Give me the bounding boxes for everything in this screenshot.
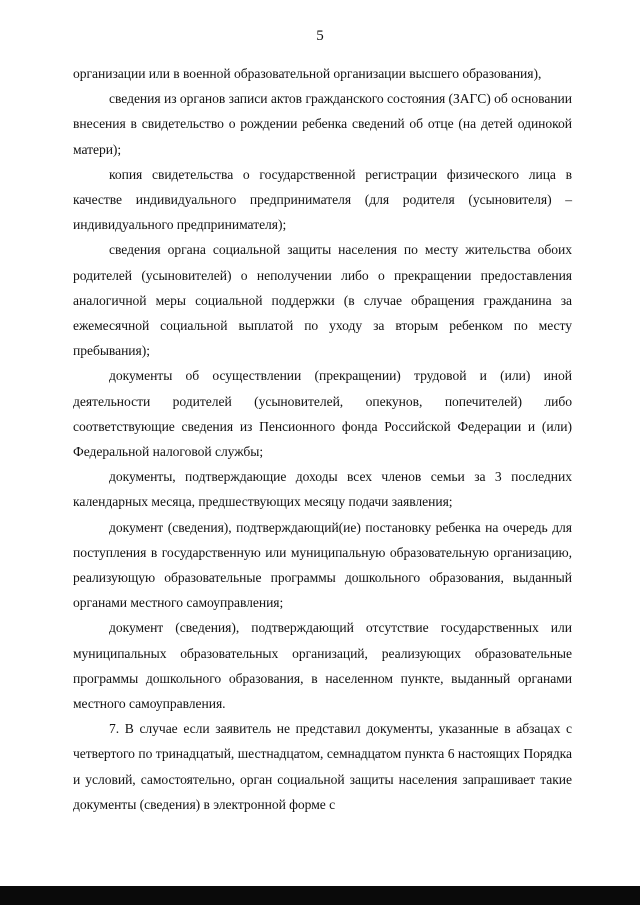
- paragraph-no-preschool: документ (сведения), подтверждающий отсутствие государственных или муниципальных образовательных организаций, реализующих образовательные программы дошкольного образования, в населенном пункте, выданный органами местного самоуправления.: [73, 620, 572, 712]
- paragraph-zags-info: сведения из органов записи актов гражданского состояния (ЗАГС) об основании внесения в свидетельство о рождении ребенка сведений об отце (на детей одинокой матери);: [73, 91, 572, 157]
- paragraph-entrepreneur-certificate: копия свидетельства о государственной регистрации физического лица в качестве индивидуального предпринимателя (для родителя (усыновителя) – индивидуального предпринимателя);: [73, 166, 572, 233]
- document-body: [73, 61, 572, 817]
- scan-bottom-edge: [0, 886, 640, 905]
- paragraph-continuation: организации или в военной образовательной организации высшего образования),: [73, 66, 542, 81]
- paragraph-clause-7: 7. В случае если заявитель не представил документы, указанные в абзацах с четвертого по тринадцатый, шестнадцатом, семнадцатом пункта 6 настоящих Порядка и условий, самостоятельно, орган социальной защиты населения запрашивает такие документы (сведения) в электронной форме с: [73, 721, 572, 812]
- paragraph-income-documents: документы, подтверждающие доходы всех членов семьи за 3 последних календарных месяца, предшествующих месяцу подачи заявления;: [73, 469, 572, 510]
- paragraph-social-protection-info: сведения органа социальной защиты населения по месту жительства обоих родителей (усыновителей) о неполучении либо о прекращении предоставления аналогичной меры социальной поддержки (в случае обращения гражданина за ежемесячной социальной выплатой по уходу за вторым ребенком по месту пребывания);: [73, 242, 572, 359]
- page-number: 5: [316, 28, 324, 44]
- paragraph-preschool-queue: документ (сведения), подтверждающий(ие) постановку ребенка на очередь для поступления в государственную или муниципальную образовательную организацию, реализующую образовательные программы дошкольного образования, выданный органами местного самоуправления;: [73, 519, 572, 611]
- paragraph-employment-documents: документы об осуществлении (прекращении) трудовой и (или) иной деятельности родителей (усыновителей, опекунов, попечителей) либо соответствующие сведения из Пенсионного фонда Российской Федерации и (или) Федеральной налоговой службы;: [73, 368, 572, 460]
